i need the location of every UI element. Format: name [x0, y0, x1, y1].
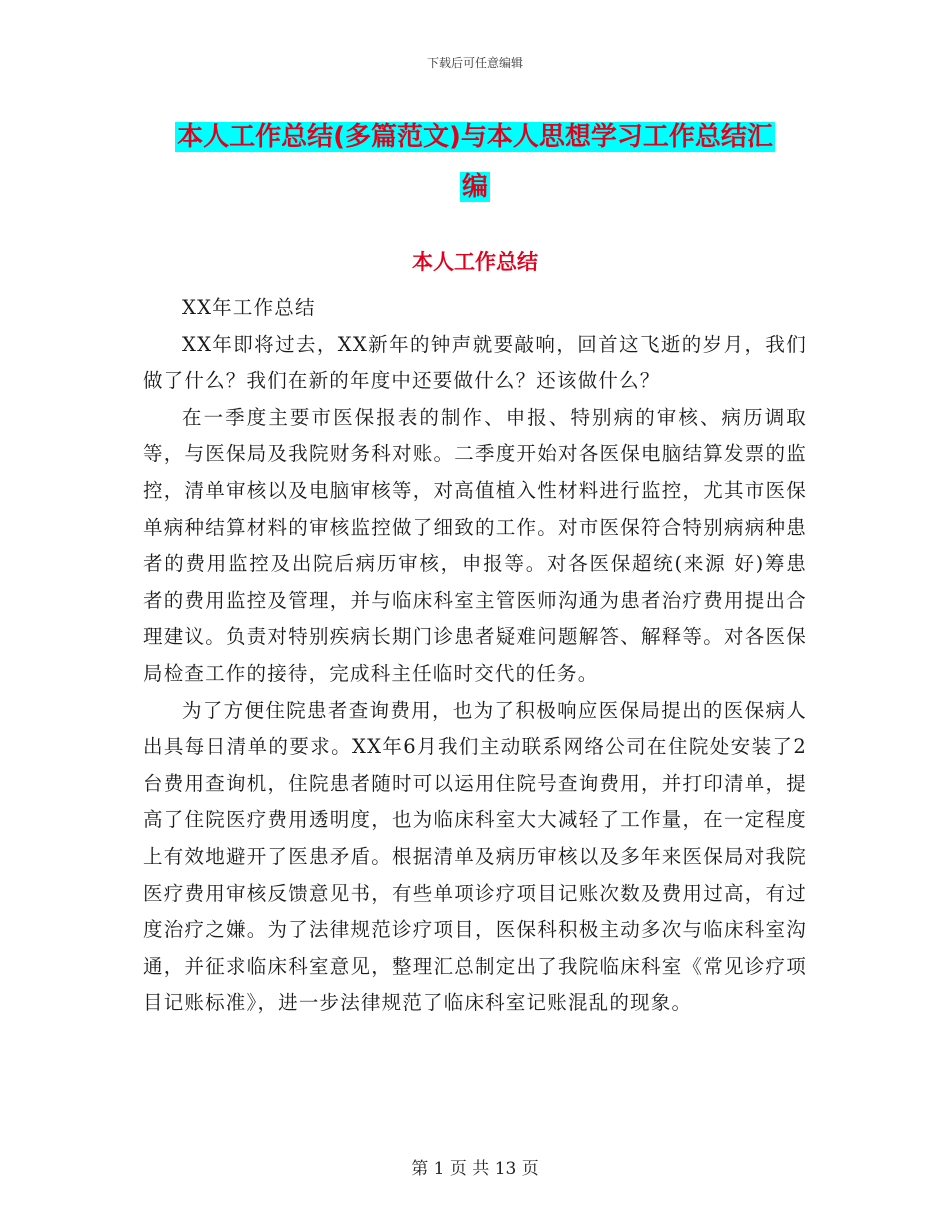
paragraph-intro: XX年即将过去，XX新年的钟声就要敲响，回首这飞逝的岁月，我们做了什么？我们在新的年度中还要做什么？还该做什么？ — [143, 332, 807, 393]
paragraph-quarterly-work: 在一季度主要市医保报表的制作、申报、特别病的审核、病历调取等，与医保局及我院财务科对账。二季度开始对各医保电脑结算发票的监控，清单审核以及电脑审核等，对高值植入性材料进行监控，尤其市医保单病种结算材料的审核监控做了细致的工作。对市医保符合特别病病种患者的费用监控及出院后病历审核，申报等。对各医保超统(来源 好)筹患者的费用监控及管理，并与临床科室主管医师沟通为患者治疗费用提出合理建议。负责对特别疾病长期门诊患者疑难问题解答、解释等。对各医保局检查工作的接待，完成科主任临时交代的任务。 — [143, 405, 807, 685]
section-heading: 本人工作总结 — [412, 250, 538, 274]
page-number-footer: 第 1 页 共 13 页 — [411, 1159, 539, 1179]
header-note: 下载后可任意编辑 — [426, 56, 523, 70]
paragraph-query-machines: 为了方便住院患者查询费用，也为了积极响应医保局提出的医保病人出具每日清单的要求。XX年6月我们主动联系网络公司在住院处安装了2台费用查询机，住院患者随时可以运用住院号查询费用，并打印清单，提高了住院医疗费用透明度，也为临床科室大大减轻了工作量，在一定程度上有效地避开了医患矛盾。根据清单及病历审核以及多年来医保局对我院医疗费用审核反馈意见书，有些单项诊疗项目记账次数及费用过高，有过度治疗之嫌。为了法律规范诊疗项目，医保科积极主动多次与临床科室沟通，并征求临床科室意见，整理汇总制定出了我院临床科室《常见诊疗项目记账标准》，进一步法律规范了临床科室记账混乱的现象。 — [143, 698, 807, 1015]
paragraph-subtitle: XX年工作总结 — [182, 296, 316, 319]
document-title-line-1: 本人工作总结(多篇范文)与本人思想学习工作总结汇 — [177, 122, 773, 152]
document-title-line-2: 编 — [461, 172, 488, 202]
body-text — [143, 290, 807, 1022]
document-title — [150, 112, 800, 212]
